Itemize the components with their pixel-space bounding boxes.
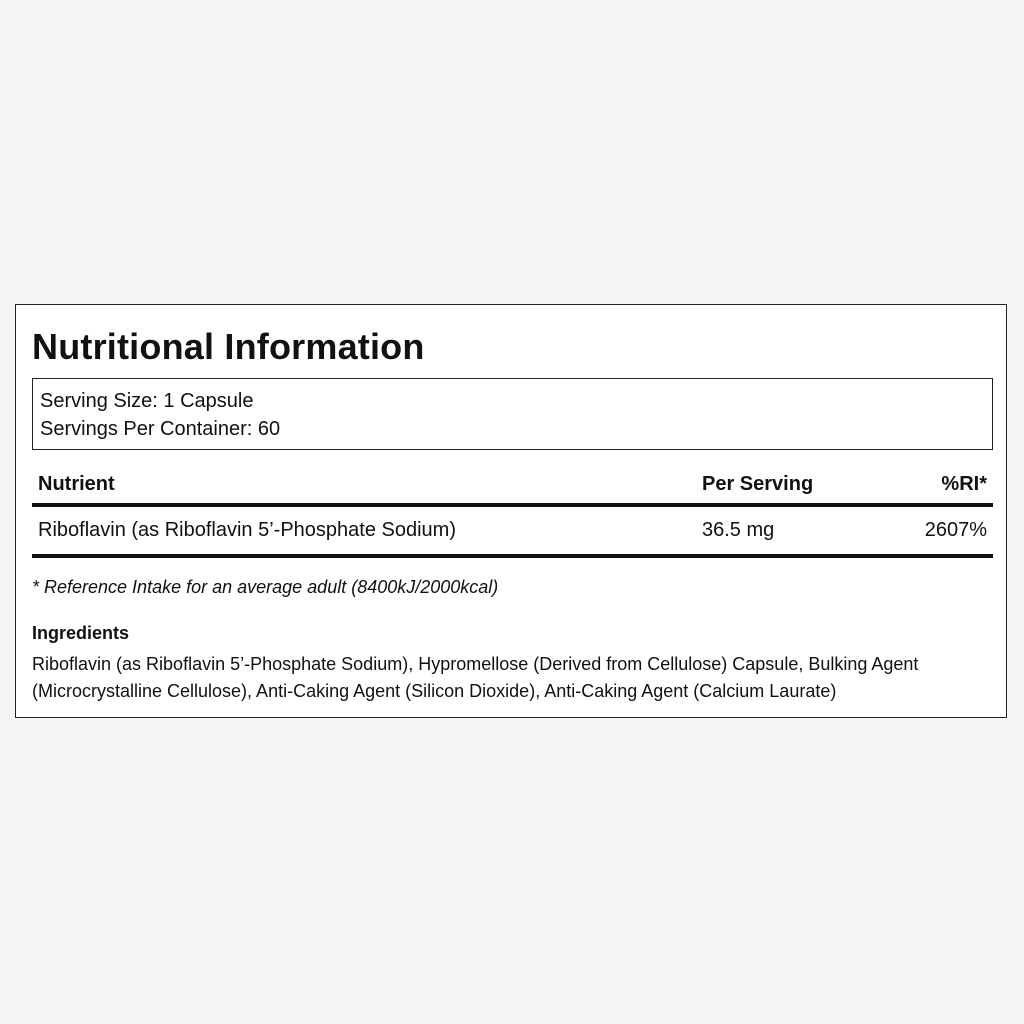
reference-intake-footnote: * Reference Intake for an average adult (8400kJ/2000kcal) <box>32 577 499 597</box>
nutrition-panel <box>15 304 1007 718</box>
table-row <box>32 507 993 558</box>
column-header-per-serving: Per Serving <box>702 473 814 495</box>
nutrient-ri-percent: 2607% <box>924 519 987 541</box>
ingredients-heading: Ingredients <box>32 623 130 643</box>
serving-size: Serving Size: 1 Capsule <box>40 390 254 412</box>
serving-info-box <box>32 378 993 450</box>
page-title: Nutritional Information <box>32 326 425 367</box>
table-header-row <box>32 465 993 507</box>
nutrient-name: Riboflavin (as Riboflavin 5’-Phosphate Sodium) <box>38 519 456 541</box>
column-header-ri: %RI* <box>941 473 987 495</box>
nutrient-table <box>32 465 993 558</box>
nutrient-amount: 36.5 mg <box>702 519 775 541</box>
column-header-nutrient: Nutrient <box>38 473 115 495</box>
ingredients-list: Riboflavin (as Riboflavin 5’-Phosphate Sodium), Hypromellose (Derived from Cellulose) Capsule, Bulking Agent (Microcrystalline Cellulose), Anti-Caking Agent (Silicon Dioxide), Anti-Caking Agent (Calcium Laurate) <box>32 654 919 701</box>
servings-per-container: Servings Per Container: 60 <box>40 418 281 440</box>
